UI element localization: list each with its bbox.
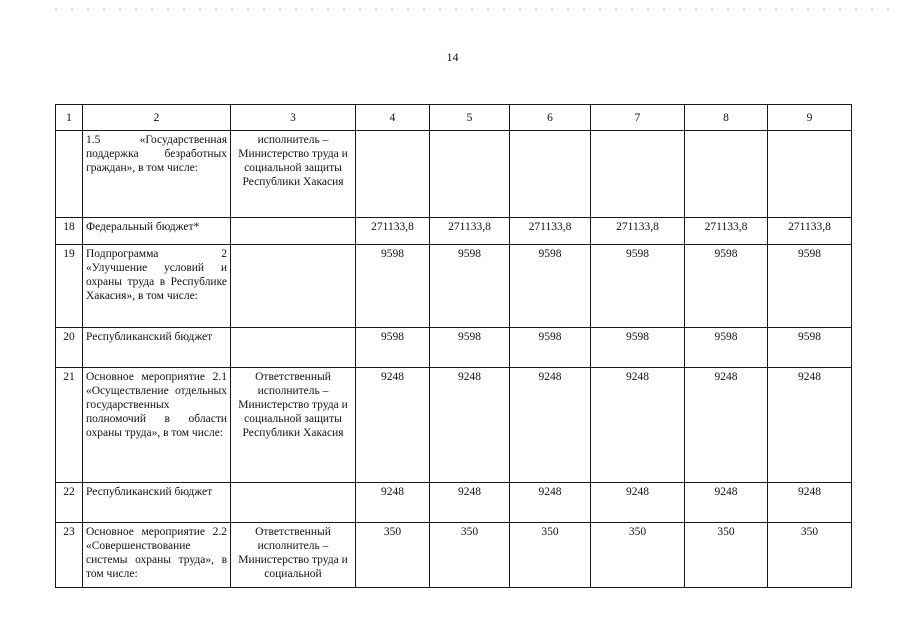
responsible-cell [231,218,356,245]
table-row [56,483,852,523]
header-cell: 6 [510,105,591,131]
header-cell: 4 [356,105,430,131]
value-cell: 9598 [510,328,591,368]
table-row [56,328,852,368]
table-row [56,131,852,218]
row-number-cell: 20 [56,328,83,368]
value-cell: 9248 [356,483,430,523]
value-cell [430,131,510,218]
value-cell: 9598 [510,245,591,328]
value-cell [591,131,685,218]
header-cell: 2 [83,105,231,131]
value-cell: 271133,8 [430,218,510,245]
value-cell: 9598 [356,245,430,328]
value-cell: 350 [430,523,510,588]
value-cell: 9598 [768,328,852,368]
value-cell [510,131,591,218]
row-number-cell [56,131,83,218]
header-cell: 8 [685,105,768,131]
item-name-cell: Основное мероприятие 2.1 «Осуществление отдельных государственных полномочий в области охраны труда», в том числе: [83,368,231,483]
header-cell: 9 [768,105,852,131]
item-name-cell: Основное мероприятие 2.2 «Совершенствование системы охраны труда», в том числе: [83,523,231,588]
row-number-cell: 18 [56,218,83,245]
table-row [56,368,852,483]
value-cell: 271133,8 [685,218,768,245]
item-name-cell: Республиканский бюджет [83,483,231,523]
value-cell: 9248 [430,483,510,523]
value-cell: 9248 [356,368,430,483]
budget-table [55,104,852,588]
value-cell: 271133,8 [356,218,430,245]
value-cell: 9598 [430,245,510,328]
responsible-cell [231,328,356,368]
table-row [56,523,852,588]
value-cell: 350 [768,523,852,588]
value-cell: 350 [591,523,685,588]
responsible-cell [231,483,356,523]
value-cell: 9248 [591,483,685,523]
value-cell [768,131,852,218]
row-number-cell: 22 [56,483,83,523]
value-cell: 271133,8 [768,218,852,245]
responsible-cell: исполнитель – Министерство труда и социальной защиты Республики Хакасия [231,131,356,218]
value-cell: 9248 [510,368,591,483]
row-number-cell: 23 [56,523,83,588]
value-cell: 9248 [768,483,852,523]
item-name-cell: Федеральный бюджет* [83,218,231,245]
value-cell: 271133,8 [591,218,685,245]
value-cell [356,131,430,218]
header-cell: 1 [56,105,83,131]
value-cell: 271133,8 [510,218,591,245]
header-cell: 7 [591,105,685,131]
value-cell: 9248 [430,368,510,483]
header-cell: 5 [430,105,510,131]
value-cell: 9598 [685,245,768,328]
value-cell: 9248 [685,483,768,523]
value-cell: 9248 [768,368,852,483]
value-cell: 350 [685,523,768,588]
scan-artifact-line [55,8,890,11]
value-cell: 9598 [768,245,852,328]
value-cell: 350 [510,523,591,588]
value-cell [685,131,768,218]
item-name-cell: 1.5 «Государственная поддержка безработных граждан», в том числе: [83,131,231,218]
value-cell: 9598 [430,328,510,368]
value-cell: 9598 [356,328,430,368]
row-number-cell: 21 [56,368,83,483]
value-cell: 9248 [591,368,685,483]
value-cell: 9248 [685,368,768,483]
header-cell: 3 [231,105,356,131]
table-header-row [56,105,852,131]
value-cell: 350 [356,523,430,588]
responsible-cell: Ответственный исполнитель – Министерство труда и социальной [231,523,356,588]
responsible-cell [231,245,356,328]
value-cell: 9598 [591,328,685,368]
row-number-cell: 19 [56,245,83,328]
value-cell: 9598 [591,245,685,328]
value-cell: 9248 [510,483,591,523]
value-cell: 9598 [685,328,768,368]
page-number: 14 [446,50,459,64]
item-name-cell: Подпрограмма 2 «Улучшение условий и охраны труда в Республике Хакасия», в том числе: [83,245,231,328]
table-row [56,245,852,328]
responsible-cell: Ответственный исполнитель – Министерство труда и социальной защиты Республики Хакасия [231,368,356,483]
table-row [56,218,852,245]
item-name-cell: Республиканский бюджет [83,328,231,368]
